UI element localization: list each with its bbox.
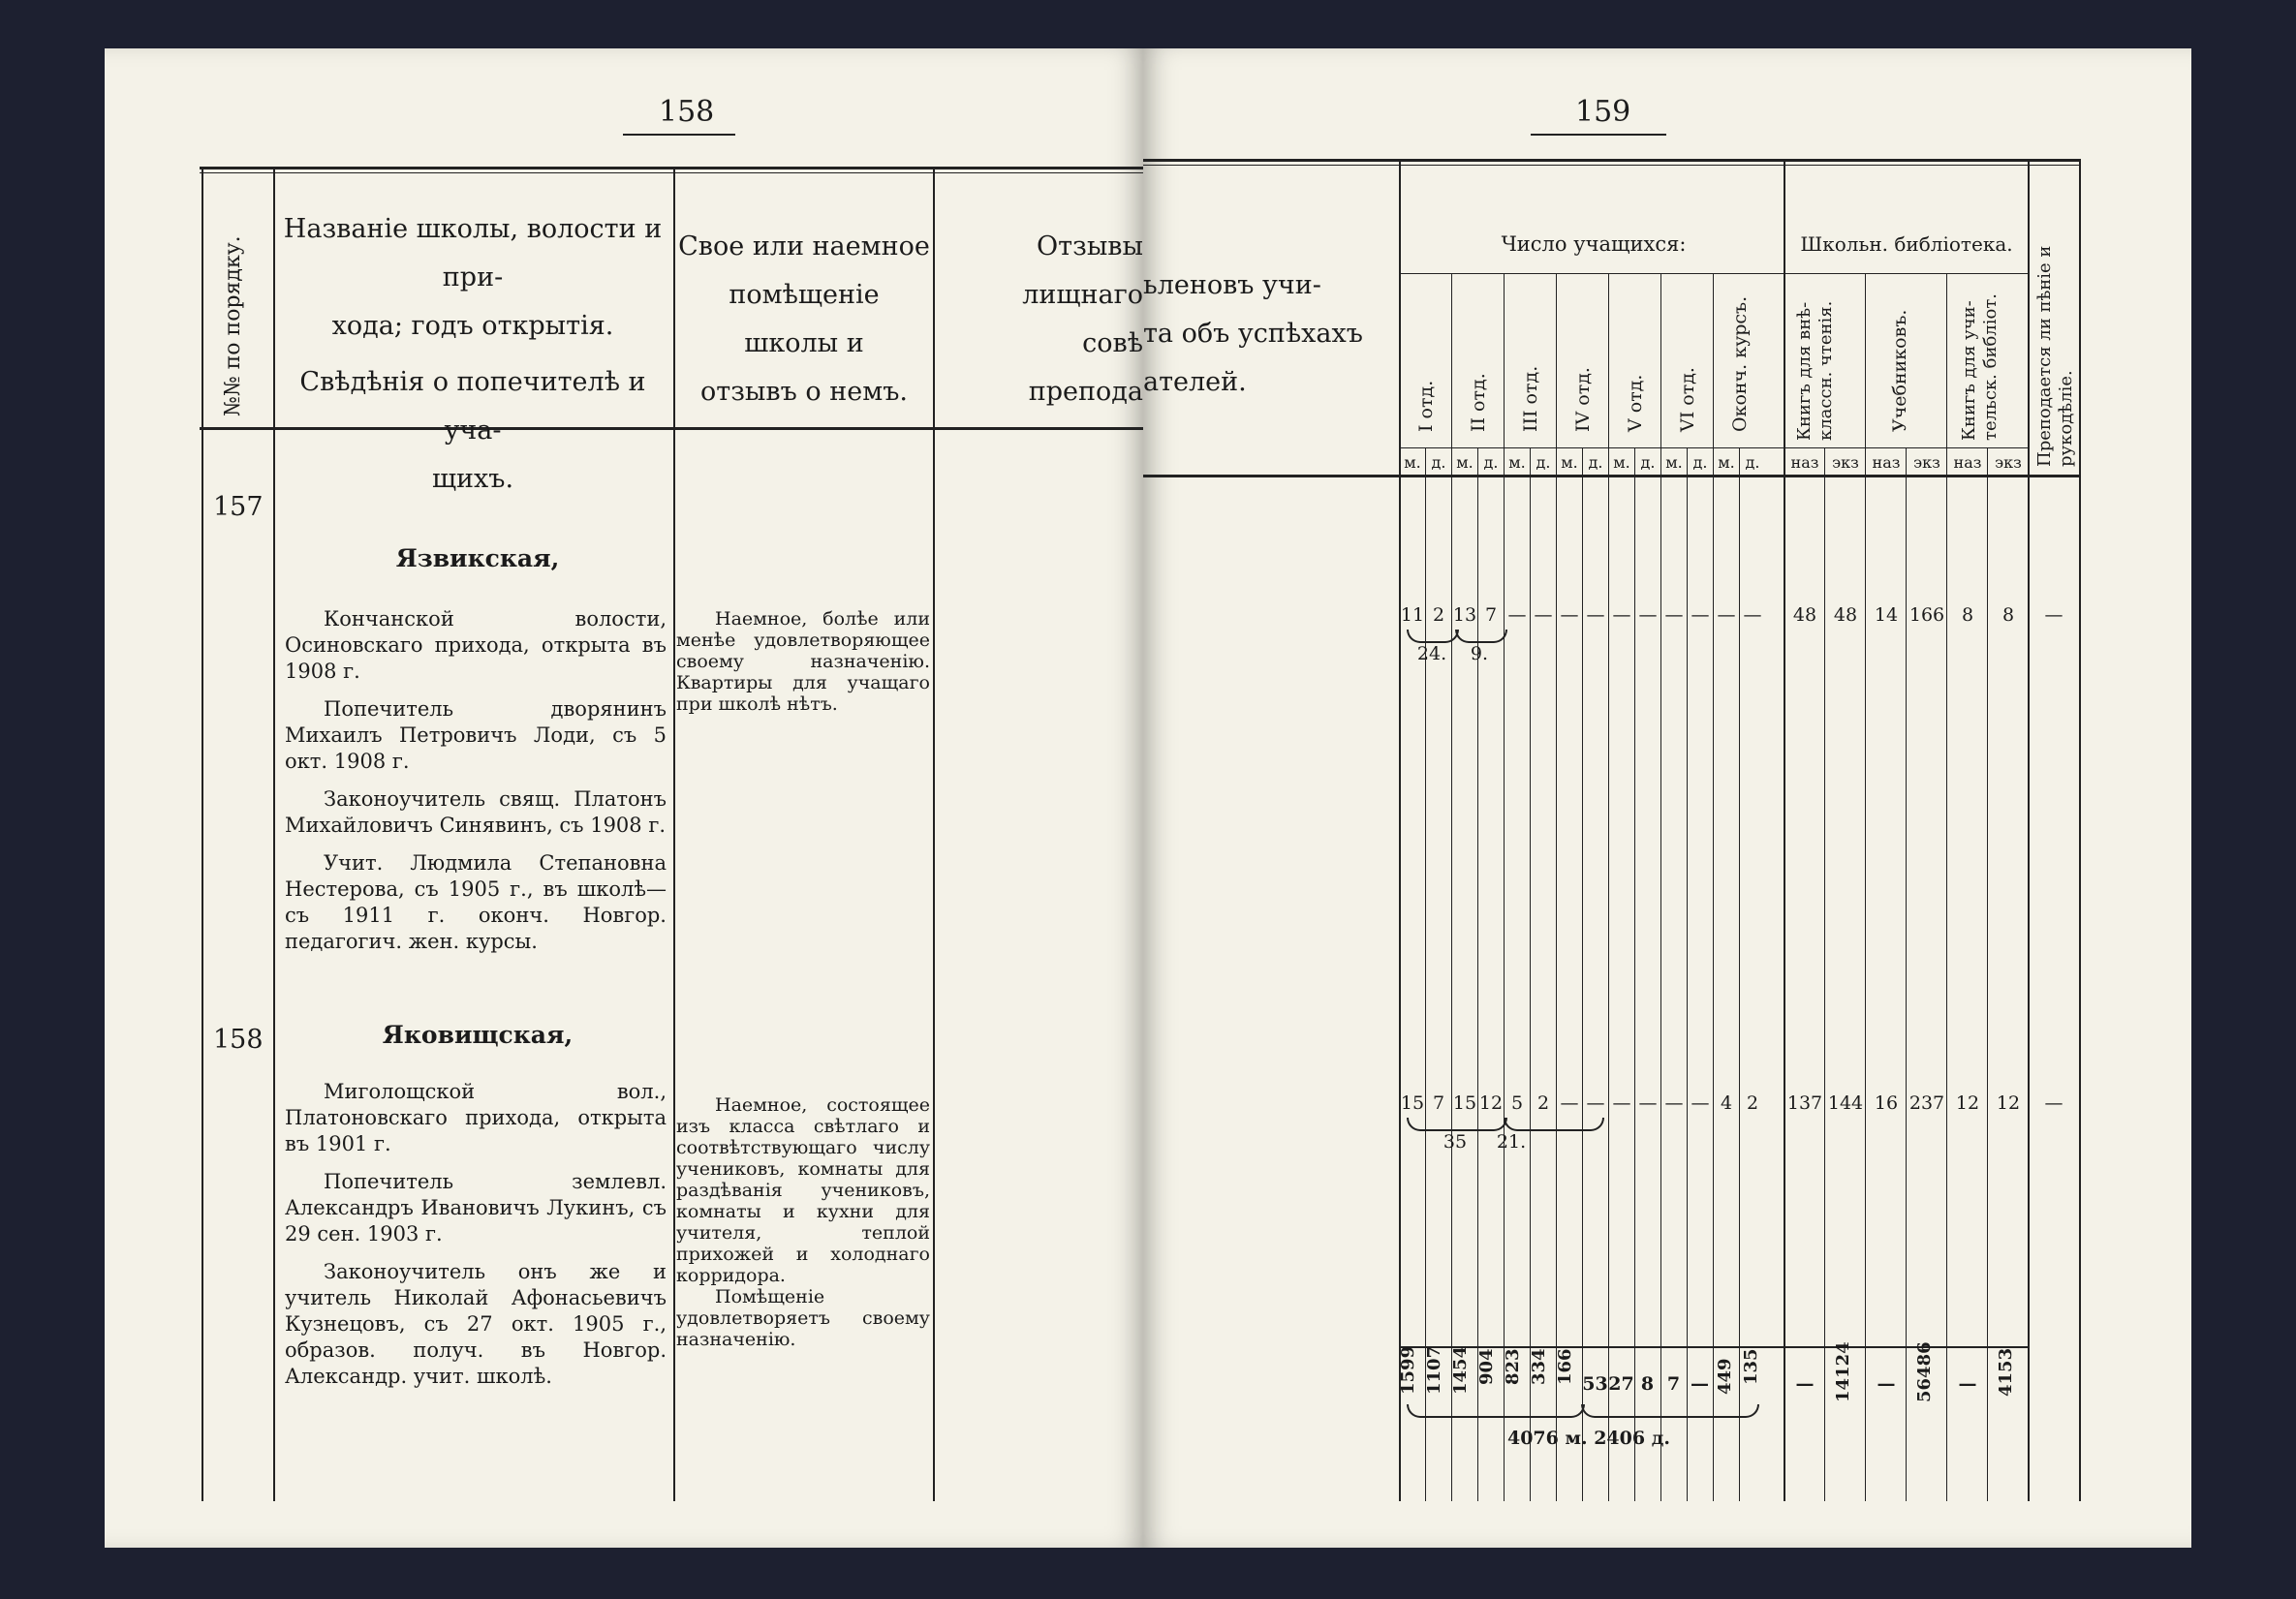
- sub-female: д.: [1483, 453, 1499, 472]
- school-description: Кончанской волости, Осиновскаго прихода, открыта въ 1908 г. Попечитель дворянинъ Михаилъ Петровичъ Лоди, съ 5 окт. 1908 г. Законоучитель свящ. Платонъ Михайловичъ Синявинъ, съ 1908 г. Учит. Людмила Степановна Нестерова, съ 1905 г., въ школѣ—съ 1911 г. оконч. Новгор. педагогич. жен. курсы.: [285, 607, 667, 953]
- sub-female: д.: [1536, 453, 1551, 472]
- entry-number: 158: [213, 1025, 264, 1055]
- page-number-rule: [1531, 134, 1666, 136]
- header-books-reading: Книгъ для внѣ-классн. чтенія.: [1794, 300, 1836, 441]
- left-page: [105, 48, 1143, 1548]
- school-name: Язвикская,: [395, 544, 560, 572]
- school-name: Яковищская,: [382, 1021, 574, 1049]
- total-male: 35: [1443, 1131, 1468, 1153]
- brace: [1407, 630, 1459, 643]
- header-grade: V отд.: [1625, 374, 1646, 432]
- header-order-number: №№ по порядку.: [221, 235, 245, 416]
- header-reviews-right: ьленовъ учи- та объ успѣхахъ ателей.: [1143, 270, 1363, 397]
- sub-female: д.: [1692, 453, 1708, 472]
- brace: [1581, 1404, 1759, 1418]
- table-right-border: [2079, 161, 2081, 1501]
- sub-male: м.: [1404, 453, 1421, 472]
- sub-male: м.: [1456, 453, 1474, 472]
- premises-note: Наемное, состоящее изъ класса свѣтлаго и соотвѣтствующаго числу учениковъ, комнаты для раздѣванія учениковъ, комнаты и кухни для учителя, теплой прихожей и холоднаго корридора. Помѣщеніе удовлетворяетъ своему назначенію.: [676, 1094, 930, 1350]
- header-grade: II отд.: [1468, 373, 1489, 432]
- sub-male: м.: [1718, 453, 1735, 472]
- sub-male: м.: [1665, 453, 1683, 472]
- header-textbooks: Учебниковъ.: [1889, 309, 1910, 432]
- header-grade: III отд.: [1520, 365, 1541, 432]
- header-singing: Преподается ли пѣніе и рукодѣліе.: [2034, 245, 2076, 467]
- sub-ekz: экз: [1995, 453, 2022, 472]
- header-library: Школьн. библіотека.: [1800, 232, 2013, 256]
- total-male: 24.: [1416, 643, 1447, 664]
- brace: [1407, 1404, 1585, 1418]
- header-bottom-rule: [1143, 475, 2081, 477]
- subheader-rule: [1399, 447, 2029, 448]
- page-number: 159: [1575, 95, 1631, 129]
- brace: [1504, 1118, 1604, 1131]
- entry-number: 157: [213, 492, 264, 522]
- sub-female: д.: [1588, 453, 1603, 472]
- page-number: 158: [659, 95, 715, 129]
- sub-ekz: экз: [1913, 453, 1940, 472]
- sub-naz: наз: [1872, 453, 1901, 472]
- header-grade: I отд.: [1415, 380, 1437, 432]
- total-female: 21.: [1496, 1131, 1527, 1153]
- page-number-rule: [623, 134, 735, 136]
- brace: [1455, 630, 1507, 643]
- header-grade: VI отд.: [1677, 367, 1698, 432]
- header-books-teacher: Книгъ для учи-тельск. библіот.: [1959, 293, 2001, 441]
- sub-female: д.: [1640, 453, 1656, 472]
- header-graduated: Оконч. курсъ.: [1729, 295, 1751, 432]
- table-top-rule: [1143, 159, 2081, 162]
- header-reviews-left: Отзывы лищнаго совѣ препода: [1022, 231, 1143, 407]
- header-school-name: Названіе школы, волости и при- хода; годъ открытія. Свѣдѣнія о попечителѣ и уча- щихъ.: [283, 214, 663, 494]
- table-top-rule: [200, 167, 1143, 169]
- col-divider-3: [933, 167, 935, 1501]
- school-description: Миголощской вол., Платоновскаго прихода, открыта въ 1901 г. Попечитель землевл. Александръ Ивановичъ Лукинъ, съ 29 сен. 1903 г. Законоучитель онъ же и учитель Николай Афонасьевичъ Кузнецовъ, съ 27 окт. 1905 г., образов. получ. въ Новгор. Александр. учит. школѣ.: [285, 1080, 667, 1388]
- col-divider-library-left: [1784, 161, 1785, 1501]
- table-top-rule-thin: [200, 172, 1143, 173]
- table-top-rule-thin: [1143, 165, 2081, 166]
- sub-naz: наз: [1953, 453, 1982, 472]
- right-page: 159 ьленовъ учи- та объ успѣхахъ ателей. Число учащихся: Школьн. библіотека. I отд. II отд. III отд. IV отд. V отд. VI отд. Оконч. курсъ. Книгъ для внѣ-классн. чтенія. Учебниковъ. Книгъ для учи-тельск. библіот. Преподается ли пѣніе и рукодѣліе. м. д. м. д. м. д. м. д. м. д. м. д. м. д. наз экз наз экз наз экз 11 2 13 7 — — — — — — — — — — 48 48 14 166 8 8 — 24. 9. 15 7 15 12 5 2 — — — — — — 4 2 137 144 16 237 12 12 — 35 21. 1599 1107 1454 904 823 334 166 53 27 8 7 — 449 135 — 14124 — 56486 — 4153 4076 м. 2406 д.: [1143, 48, 2191, 1548]
- brace: [1407, 1118, 1507, 1131]
- sub-male: м.: [1508, 453, 1526, 472]
- grand-total: 4076 м. 2406 д.: [1506, 1428, 1670, 1449]
- col-divider-singing-left: [2028, 161, 2030, 1501]
- table-left-border: [202, 167, 203, 1501]
- sub-female: д.: [1745, 453, 1760, 472]
- sub-male: м.: [1561, 453, 1578, 472]
- col-divider-students-left: [1399, 161, 1401, 1501]
- col-divider-2: [673, 167, 675, 1501]
- header-students: Число учащихся:: [1501, 232, 1687, 256]
- header-grade: IV отд.: [1572, 367, 1594, 432]
- sub-ekz: экз: [1832, 453, 1859, 472]
- col-divider-1: [273, 167, 275, 1501]
- sub-naz: наз: [1790, 453, 1819, 472]
- sub-male: м.: [1613, 453, 1630, 472]
- library-header-rule: [1783, 273, 2029, 274]
- sub-female: д.: [1431, 453, 1446, 472]
- total-female: 9.: [1470, 643, 1489, 664]
- premises-note: Наемное, болѣе или менѣе удовлетворяющее своему назначенію. Квартиры для учащаго при школѣ нѣтъ.: [676, 608, 930, 715]
- header-premises: Свое или наемное помѣщеніе школы и отзывъ о немъ.: [678, 231, 930, 407]
